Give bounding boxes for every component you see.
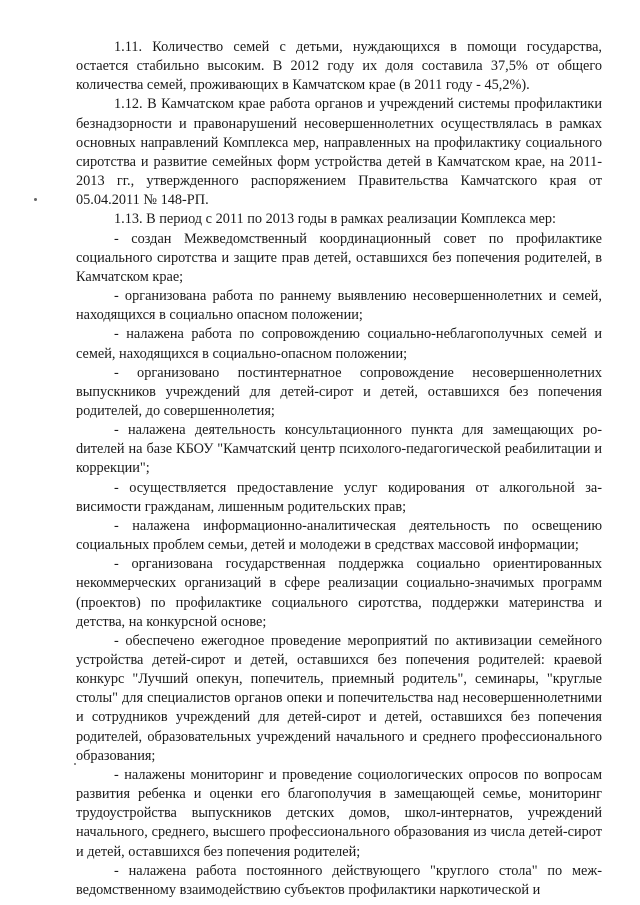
list-item-media-coverage: - налажена информационно-аналитическая деятельность по освещению социальных проблем семьи, детей и молодежи в средствах массовой информации; bbox=[76, 517, 602, 554]
list-item-annual-events: - обеспечено ежегодное проведение мероприятий по активизации семейного устройства детей-сирот и детей, оставшихся без попечения родителей: краевой конкурс "Лучший опекун, попечитель, приемный родитель", семинары, "круглые столы" для специалистов органов опеки и попечительства над несовершеннолетними и сотрудников учреждений для детей-сирот и детей, оставшихся без попечения родителей, образовательных учреждений начального и среднего профессионального образования; bbox=[76, 632, 602, 764]
list-item-coordination-council: - создан Межведомственный координационный совет по профилактике социального сиротства и защите прав детей, оставшихся без попечения родителей, в Камчатском крае; bbox=[76, 230, 602, 285]
list-item-early-detection: - организована работа по раннему выявлению несовершеннолетних и семей, находящихся в социально опасном положении; bbox=[76, 288, 602, 324]
paragraph-1-12: 1.12. В Камчатском крае работа органов и учреждений системы профилактики безнадзорности и правонарушений несовершеннолетних осуществлялась в рамках основных направлений Комплекса мер, направленных на профилактику социального сиротства и развитие семейных форм устройства детей в Камчатском крае, на 2011-2013 гг., утвержденного распоряжением Правительства Камчатского края от 05.04.2011 № 148-РП. bbox=[76, 96, 602, 209]
list-item-alcohol-coding: - осуществляется предоставление услуг кодирования от алкогольной зависимости гражданам, лишенным родительских прав; bbox=[76, 479, 602, 515]
list-item-round-table: - налажена работа постоянного действующего "круглого стола" по межведомственному взаимодействию субъектов профилактики наркотической и bbox=[76, 862, 602, 898]
paragraph-1-13: 1.13. В период с 2011 по 2013 годы в рамках реализации Комплекса мер: bbox=[114, 211, 556, 228]
list-item-consultation-point: - налажена деятельность консультационного пункта для замещающих роdителей на базе КБОУ "Камчатский центр психолого-педагогической реабилитации и коррекции"; bbox=[76, 422, 602, 477]
scan-speck bbox=[34, 198, 37, 201]
scan-speck bbox=[74, 763, 76, 765]
paragraph-1-11: 1.11. Количество семей с детьми, нуждающихся в помощи государства, остается стабильно высоким. В 2012 году их доля составила 37,5% от общего количества семей, проживающих в Камчатском крае (в 2011 году - 45,2%). bbox=[76, 39, 602, 94]
list-item-family-support: - налажена работа по сопровождению социально-неблагополучных семей и семей, находящихся в социально-опасном положении; bbox=[76, 326, 602, 362]
list-item-monitoring: - налажены мониторинг и проведение социологических опросов по вопросам развития ребенка и оценки его благополучия в замещающей семье, мониторинг трудоустройства выпускников детских домов, школ-интернатов, учреждений начального, среднего, высшего профессионального образования из числа детей-сирот и детей, оставшихся без попечения родителей; bbox=[76, 766, 602, 860]
list-item-ngo-support: - организована государственная поддержка социально ориентированных некоммерческих организаций в сфере реализации социально-значимых программ (проектов) по профилактике социального сиротства, поддержки материнства и детства, на конкурсной основе; bbox=[76, 556, 602, 630]
list-item-post-boarding-support: - организовано постинтернатное сопровождение несовершеннолетних выпускников учреждений для детей-сирот и детей, оставшихся без попечения родителей, до совершеннолетия; bbox=[76, 364, 602, 419]
